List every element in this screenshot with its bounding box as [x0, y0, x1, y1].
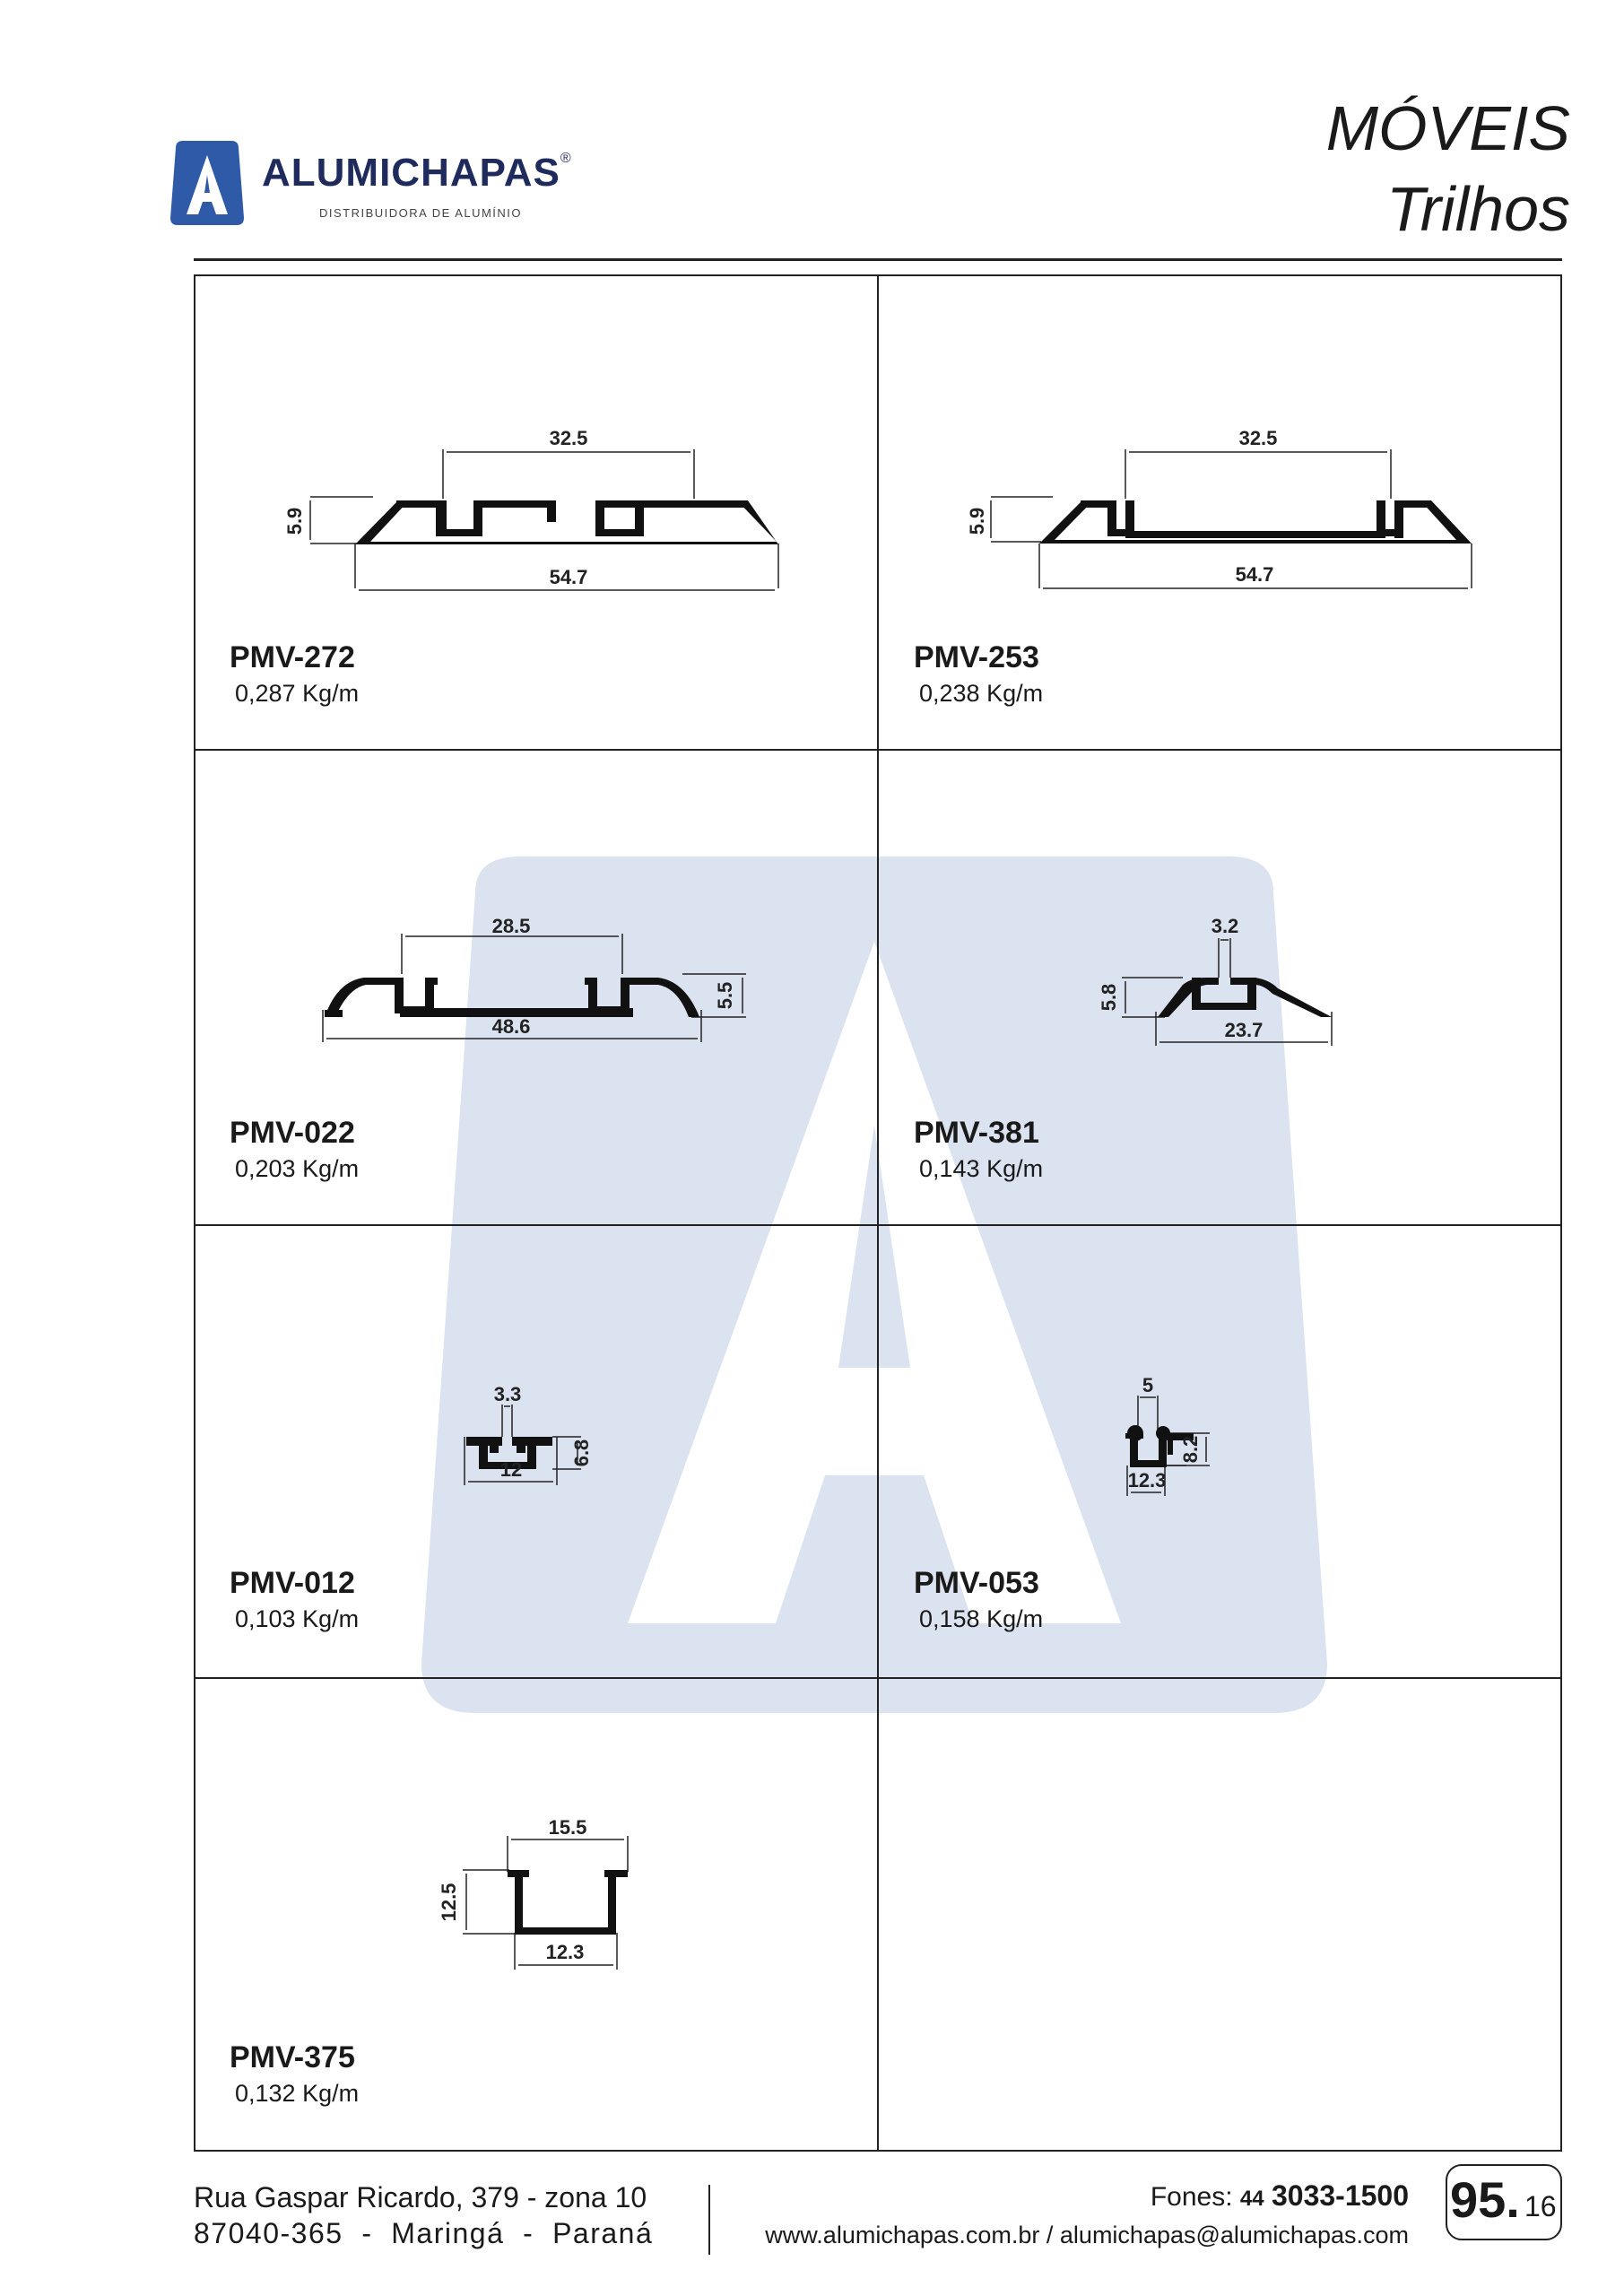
dim-top-pmv-375: 15.5: [548, 1816, 587, 1839]
product-code: PMV-022: [230, 1116, 355, 1150]
dim-width-pmv-022: 48.6: [491, 1015, 531, 1038]
product-card-pmv-375: [194, 1678, 878, 2152]
footer-address-line2: 87040-365 - Maringá - Paraná: [194, 2217, 654, 2249]
profile-drawing-pmv-253: [878, 274, 1562, 750]
product-code: PMV-253: [914, 640, 1039, 674]
catalog-category-subtitle: Trilhos: [1386, 174, 1570, 244]
dim-top-pmv-253: 32.5: [1238, 427, 1278, 449]
dim-height-pmv-272: 5.9: [283, 507, 306, 535]
product-card-pmv-012: [194, 1225, 878, 1678]
dim-width-pmv-272: 54.7: [549, 566, 588, 588]
product-code: PMV-053: [914, 1566, 1039, 1600]
product-card-pmv-253: [878, 274, 1562, 750]
dim-width-pmv-381: 23.7: [1224, 1019, 1264, 1041]
catalog-category-title: MÓVEIS: [1325, 93, 1570, 163]
dim-top-pmv-012: 3.3: [493, 1383, 522, 1405]
product-code: PMV-381: [914, 1116, 1039, 1150]
product-card-pmv-381: [878, 750, 1562, 1225]
dim-height-pmv-375: 12.5: [438, 1883, 460, 1922]
product-code: PMV-272: [230, 640, 355, 674]
product-card-pmv-022: [194, 750, 878, 1225]
dim-width-pmv-012: 12: [499, 1458, 523, 1481]
product-weight: 0,143 Kg/m: [919, 1155, 1044, 1182]
profile-drawing-pmv-381: [878, 750, 1562, 1225]
product-card-pmv-053: [878, 1225, 1562, 1678]
empty-cell: [878, 1678, 1562, 2152]
product-weight: 0,238 Kg/m: [919, 680, 1044, 707]
profile-drawing-pmv-272: [194, 274, 878, 750]
footer-website-email[interactable]: www.alumichapas.com.br / alumichapas@alumichapas.com: [765, 2222, 1409, 2248]
dim-top-pmv-022: 28.5: [491, 915, 531, 937]
product-code: PMV-375: [230, 2040, 355, 2074]
dim-top-pmv-381: 3.2: [1211, 915, 1239, 937]
product-weight: 0,203 Kg/m: [235, 1155, 360, 1182]
product-weight: 0,158 Kg/m: [919, 1605, 1044, 1632]
product-weight: 0,103 Kg/m: [235, 1605, 360, 1632]
dim-top-pmv-272: 32.5: [549, 427, 588, 449]
dim-top-pmv-053: 5: [1142, 1374, 1154, 1396]
page-number-sub: 16: [1524, 2190, 1557, 2222]
dim-width-pmv-375: 12.3: [545, 1941, 585, 1963]
dim-height-pmv-022: 5.5: [714, 981, 736, 1010]
header-divider: [194, 258, 1562, 261]
page-number-main: 95.: [1450, 2171, 1520, 2228]
dim-height-pmv-053: 8.2: [1179, 1435, 1202, 1464]
footer-phone: Fones: 44 3033-1500: [1150, 2179, 1409, 2212]
product-code: PMV-012: [230, 1566, 355, 1600]
dim-width-pmv-253: 54.7: [1235, 563, 1274, 586]
product-grid: [194, 274, 1562, 2152]
dim-height-pmv-381: 5.8: [1098, 983, 1120, 1012]
product-weight: 0,287 Kg/m: [235, 680, 360, 707]
dim-width-pmv-053: 12.3: [1127, 1469, 1167, 1492]
profile-drawing-pmv-022: [194, 750, 878, 1225]
dim-height-pmv-012: 6.8: [570, 1439, 593, 1467]
brand-wordmark: ALUMICHAPAS®: [262, 151, 572, 195]
dim-height-pmv-253: 5.9: [966, 507, 988, 535]
footer-divider: [708, 2185, 710, 2255]
product-weight: 0,132 Kg/m: [235, 2080, 360, 2107]
footer-address-line1: Rua Gaspar Ricardo, 379 - zona 10: [194, 2181, 647, 2213]
product-card-pmv-272: [194, 274, 878, 750]
brand-tagline: DISTRIBUIDORA DE ALUMÍNIO: [319, 206, 523, 220]
